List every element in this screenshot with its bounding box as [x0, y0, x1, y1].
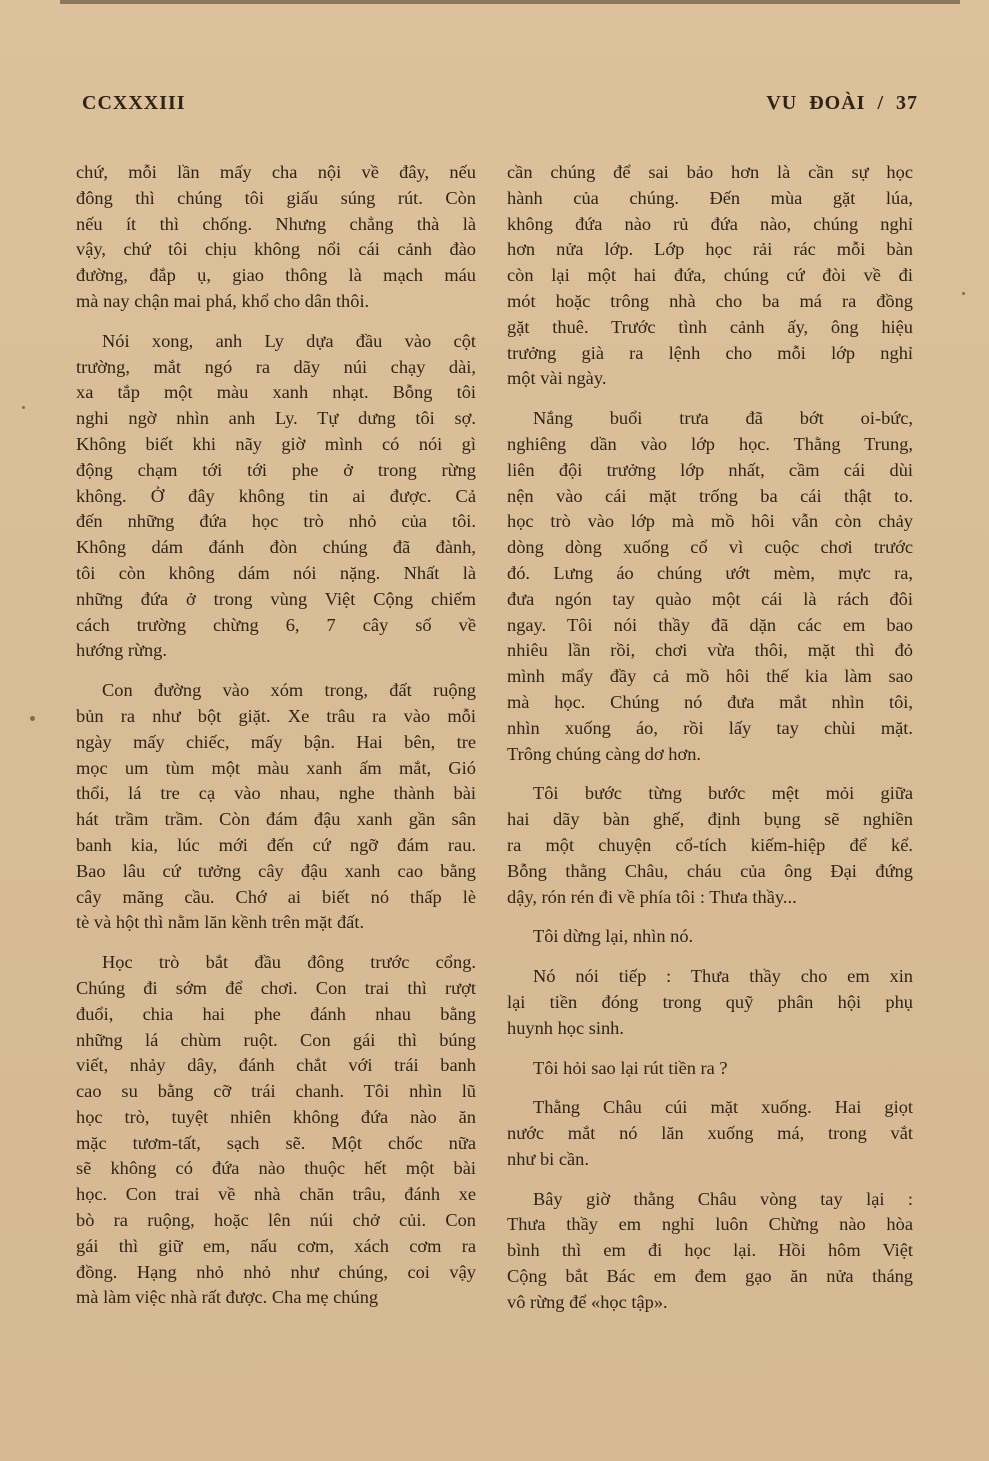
text-line: đồng. Hạng nhỏ nhỏ như chúng, coi vậy — [76, 1261, 476, 1282]
text-line: Con đường vào xóm trong, đất ruộng — [102, 680, 476, 701]
text-line: Nó nói tiếp : Thưa thầy cho em xin — [533, 966, 913, 987]
running-title: VU ĐOÀI / 37 — [766, 92, 918, 114]
text-line: gặt thuê. Trước tình cảnh ấy, ông hiệu — [507, 316, 913, 337]
text-line: đường, đắp ụ, giao thông là mạch máu — [76, 265, 476, 286]
paragraph — [507, 160, 913, 392]
print-speck — [30, 716, 35, 721]
text-line: ngay. Tôi nói thầy đã dặn các em bao — [507, 614, 913, 635]
text-line: Trông chúng càng dơ hơn. — [507, 743, 701, 764]
text-line: tè và hột thì nằm lăn kềnh trên mặt đất. — [76, 912, 365, 933]
paragraph — [507, 1056, 913, 1082]
text-line: còn lại một hai đứa, chúng cứ đòi về đi — [507, 265, 913, 286]
paragraph — [507, 1187, 913, 1316]
text-line: chứ, mỗi lần mấy cha nội về đây, nếu — [76, 162, 476, 182]
text-line: hơn nửa lớp. Lớp học rải rác mỗi bàn — [507, 239, 913, 260]
text-line: bình thì em đi học lại. Hồi hôm Việt — [507, 1240, 913, 1261]
text-line: huynh học sinh. — [507, 1017, 624, 1038]
text-line: không. Ở đây không tin ai được. Cả — [76, 485, 476, 506]
text-line: Không biết khi nãy giờ mình có nói gì — [76, 433, 476, 454]
text-line: cao su bằng cỡ trái chanh. Tôi nhìn lũ — [76, 1081, 476, 1102]
text-line: đưa ngón tay quào một cái là rách đôi — [507, 588, 913, 609]
text-line: hành của chúng. Đến mùa gặt lúa, — [507, 187, 913, 208]
text-line: Tôi hỏi sao lại rút tiền ra ? — [533, 1057, 728, 1078]
page-top-edge — [60, 0, 960, 4]
text-line: Bao lâu cứ tưởng cây đậu xanh cao bằng — [76, 860, 476, 881]
text-line: nhìn xuống áo, rồi lấy tay chùi mặt. — [507, 717, 913, 738]
text-line: vậy, chứ tôi chịu không nổi cái cảnh đào — [76, 239, 476, 260]
text-line: Tôi bước từng bước mệt mỏi giữa — [533, 783, 913, 804]
text-line: mà làm việc nhà rất được. Cha mẹ chúng — [76, 1287, 379, 1308]
page-header — [82, 92, 918, 120]
text-line: hướng rừng. — [76, 640, 167, 661]
section-number: CCXXXIII — [82, 92, 186, 114]
text-line: Chúng đi sớm để chơi. Con trai thì rượt — [76, 977, 476, 998]
print-speck — [22, 406, 25, 409]
text-line: mà học. Chúng nó đưa mắt nhìn tôi, — [507, 691, 913, 712]
print-speck — [962, 292, 965, 295]
text-line: tôi còn không dám nói nặng. Nhất là — [76, 562, 476, 583]
paragraph — [507, 406, 913, 767]
text-line: đuổi, chia hai phe đánh nhau bằng — [76, 1003, 476, 1024]
text-line: cây mãng cầu. Chớ ai biết nó thấp lè — [76, 886, 476, 907]
text-line: Bây giờ thằng Châu vòng tay lại : — [533, 1188, 913, 1209]
text-line: mót hoặc trông nhà cho ba má ra đồng — [507, 290, 913, 311]
paragraph — [76, 329, 476, 664]
text-line: học trò vào lớp mà mồ hôi vẫn còn chảy — [507, 511, 913, 532]
text-line: Nắng buổi trưa đã bớt oi-bức, — [533, 408, 913, 429]
text-line: nghi ngờ nhìn anh Ly. Tự dưng tôi sợ. — [76, 408, 476, 429]
text-line: học trò, tuyệt nhiên không đứa nào ăn — [76, 1106, 476, 1127]
text-line: học. Con trai về nhà chăn trâu, đánh xe — [76, 1184, 476, 1205]
paragraph — [507, 964, 913, 1041]
right-text-column — [507, 160, 913, 1330]
text-line: lại tiền đóng trong quỹ phân hội phụ — [507, 991, 913, 1012]
paragraph — [76, 678, 476, 936]
left-text-column — [76, 160, 476, 1325]
text-line: cần chúng để sai bảo hơn là cần sự học — [507, 162, 913, 182]
text-line: động chạm tới tới phe ở trong rừng — [76, 459, 476, 480]
text-line: dòng dòng xuống cổ vì cuộc chơi trước — [507, 537, 913, 558]
text-line: nghiêng dần vào lớp học. Thằng Trung, — [507, 433, 913, 454]
text-line: dậy, rón rén đi về phía tôi : Thưa thầy... — [507, 886, 797, 907]
paragraph — [507, 781, 913, 910]
text-line: ra một chuyện cổ-tích kiếm-hiệp để kể. — [507, 834, 913, 855]
text-line: Thằng Châu cúi mặt xuống. Hai giọt — [533, 1097, 913, 1118]
text-line: cách trường chừng 6, 7 cây số về — [76, 614, 476, 635]
text-line: gái thì giữ em, nấu cơm, xách cơm ra — [76, 1235, 476, 1256]
paragraph — [507, 924, 913, 950]
text-line: mình mẩy đầy cả mồ hôi thế kia làm sao — [507, 666, 913, 687]
paragraph — [76, 950, 476, 1311]
paragraph — [76, 160, 476, 315]
text-line: Bỗng thằng Châu, cháu của ông Đại đứng — [507, 860, 913, 881]
text-line: xa tắp một màu xanh nhạt. Bỗng tôi — [76, 382, 476, 403]
text-line: ngày mấy chiếc, mấy bận. Hai bên, tre — [76, 731, 476, 752]
text-line: Thưa thầy em nghỉ luôn Chừng nào hòa — [507, 1214, 913, 1235]
text-line: mặc tươm-tất, sạch sẽ. Một chốc nữa — [76, 1132, 476, 1153]
paragraph — [507, 1095, 913, 1172]
text-line: nện vào cái mặt trống ba cái thật to. — [507, 485, 913, 506]
text-line: một vài ngày. — [507, 368, 607, 389]
text-line: bò ra ruộng, hoặc lên núi chở củi. Con — [76, 1210, 476, 1231]
text-line: viết, nhảy dây, đánh chắt với trái banh — [76, 1055, 476, 1076]
text-line: trường, mắt ngó ra dãy núi chạy dài, — [76, 356, 476, 377]
text-line: những lá chùm ruột. Con gái thì búng — [76, 1029, 476, 1050]
text-line: mọc um tùm một màu xanh ấm mắt, Gió — [76, 757, 476, 778]
text-line: mà nay chận mai phá, khổ cho dân thôi. — [76, 290, 370, 311]
text-line: hát trầm trầm. Còn đám đậu xanh gần sân — [76, 809, 476, 830]
text-line: bủn ra như bột giặt. Xe trâu ra vào mỗi — [76, 705, 476, 726]
text-line: banh kia, lúc mới đến cứ ngỡ đám rau. — [76, 834, 476, 855]
text-line: đông thì chúng tôi giấu súng rút. Còn — [76, 187, 476, 208]
text-line: Tôi dừng lại, nhìn nó. — [533, 926, 694, 947]
text-line: như bi cần. — [507, 1148, 589, 1169]
text-line: Học trò bắt đầu đông trước cổng. — [102, 952, 476, 973]
text-line: vô rừng để «học tập». — [507, 1291, 668, 1312]
text-line: Cộng bắt Bác em đem gạo ăn nửa tháng — [507, 1266, 913, 1287]
text-line: sẽ không có đứa nào thuộc hết một bài — [76, 1158, 476, 1179]
text-line: Nói xong, anh Ly dựa đầu vào cột — [102, 330, 476, 351]
text-line: trưởng già ra lệnh cho mỗi lớp nghỉ — [507, 342, 913, 363]
text-line: nước mắt nó lăn xuống má, trong vắt — [507, 1123, 913, 1144]
text-line: thổi, lá tre cạ vào nhau, nghe thành bài — [76, 783, 476, 804]
text-line: nhiêu lần rồi, chơi vừa thôi, mặt thì đỏ — [507, 640, 913, 661]
text-line: đó. Lưng áo chúng ướt mèm, mực ra, — [507, 562, 913, 583]
text-line: đến những đứa học trò nhỏ của tôi. — [76, 511, 476, 532]
text-line: những đứa ở trong vùng Việt Cộng chiếm — [76, 588, 476, 609]
text-line: không đứa nào rủ đứa nào, chúng nghỉ — [507, 213, 913, 234]
text-line: hai dãy bàn ghế, định bụng sẽ nghiền — [507, 809, 913, 830]
text-line: Không dám đánh đòn chúng đã đành, — [76, 537, 476, 558]
text-line: nếu ít thì chống. Nhưng chẳng thà là — [76, 213, 476, 234]
text-line: liên đội trưởng lớp nhất, cầm cái dùi — [507, 459, 913, 480]
